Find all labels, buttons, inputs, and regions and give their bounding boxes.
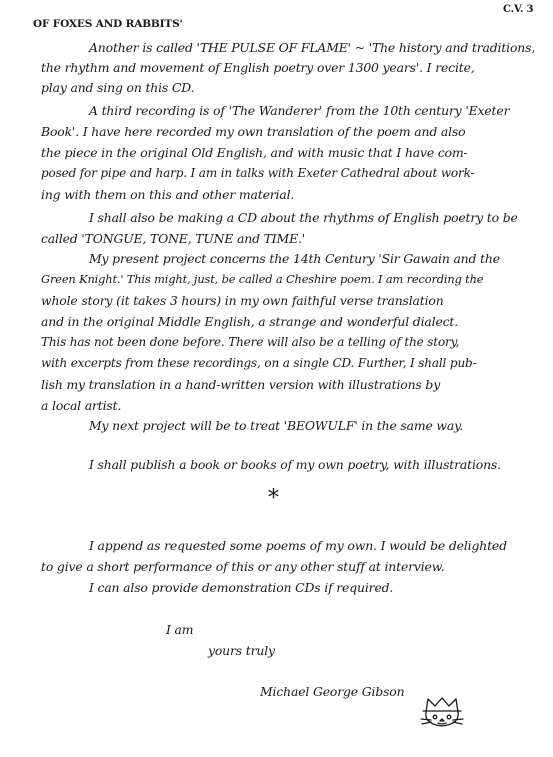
text-line-5: A third recording is of 'The Wanderer' from the 10th century 'Exeter (89, 103, 510, 118)
text-line-19: a local artist. (41, 398, 122, 413)
text-line-12: My present project concerns the 14th Century 'Sir Gawain and the (89, 251, 500, 266)
text-line-24: I can also provide demonstration CDs if required. (89, 580, 394, 595)
text-line-18: lish my translation in a hand-written version with illustrations by (41, 377, 441, 392)
page-reference: C.V. 3 (503, 4, 534, 15)
text-line-14: whole story (it takes 3 hours) in my own faithful verse translation (41, 293, 444, 308)
closing-i-am: I am (166, 622, 194, 637)
text-line-23: to give a short performance of this or any other stuff at interview. (41, 559, 445, 574)
text-line-11: called 'TONGUE, TONE, TUNE and TIME.' (41, 231, 306, 246)
text-line-6: Book'. I have here recorded my own translation of the poem and also (41, 124, 466, 139)
text-line-22: I append as requested some poems of my own. I would be delighted (89, 538, 507, 553)
section-asterisk: * (268, 486, 279, 511)
cat-face-drawing-icon (418, 690, 466, 730)
text-line-17: with excerpts from these recordings, on a single CD. Further, I shall pub- (41, 356, 477, 370)
text-line-15: and in the original Middle English, a strange and wonderful dialect. (41, 314, 459, 329)
text-line-16: This has not been done before. There will also be a telling of the story, (41, 335, 460, 349)
text-line-4: play and sing on this CD. (41, 80, 195, 95)
text-line-10: I shall also be making a CD about the rhythms of English poetry to be (89, 210, 518, 225)
text-line-8: posed for pipe and harp. I am in talks with Exeter Cathedral about work- (41, 166, 475, 180)
text-line-2: Another is called 'THE PULSE OF FLAME' ~ 'The history and traditions, (89, 40, 536, 55)
signature-name: Michael George Gibson (260, 684, 405, 699)
text-line-3: the rhythm and movement of English poetry over 1300 years'. I recite, (41, 60, 475, 75)
text-line-13: Green Knight.' This might, just, be called a Cheshire poem. I am recording the (41, 272, 484, 286)
text-line-7: the piece in the original Old English, and with music that I have com- (41, 145, 468, 160)
text-line-21: I shall publish a book or books of my own poetry, with illustrations. (89, 457, 501, 472)
text-line-1: OF FOXES AND RABBITS' (33, 18, 183, 30)
text-line-9: ing with them on this and other material. (41, 187, 295, 202)
text-line-20: My next project will be to treat 'BEOWULF' in the same way. (89, 418, 464, 433)
closing-yours-truly: yours truly (208, 643, 275, 658)
